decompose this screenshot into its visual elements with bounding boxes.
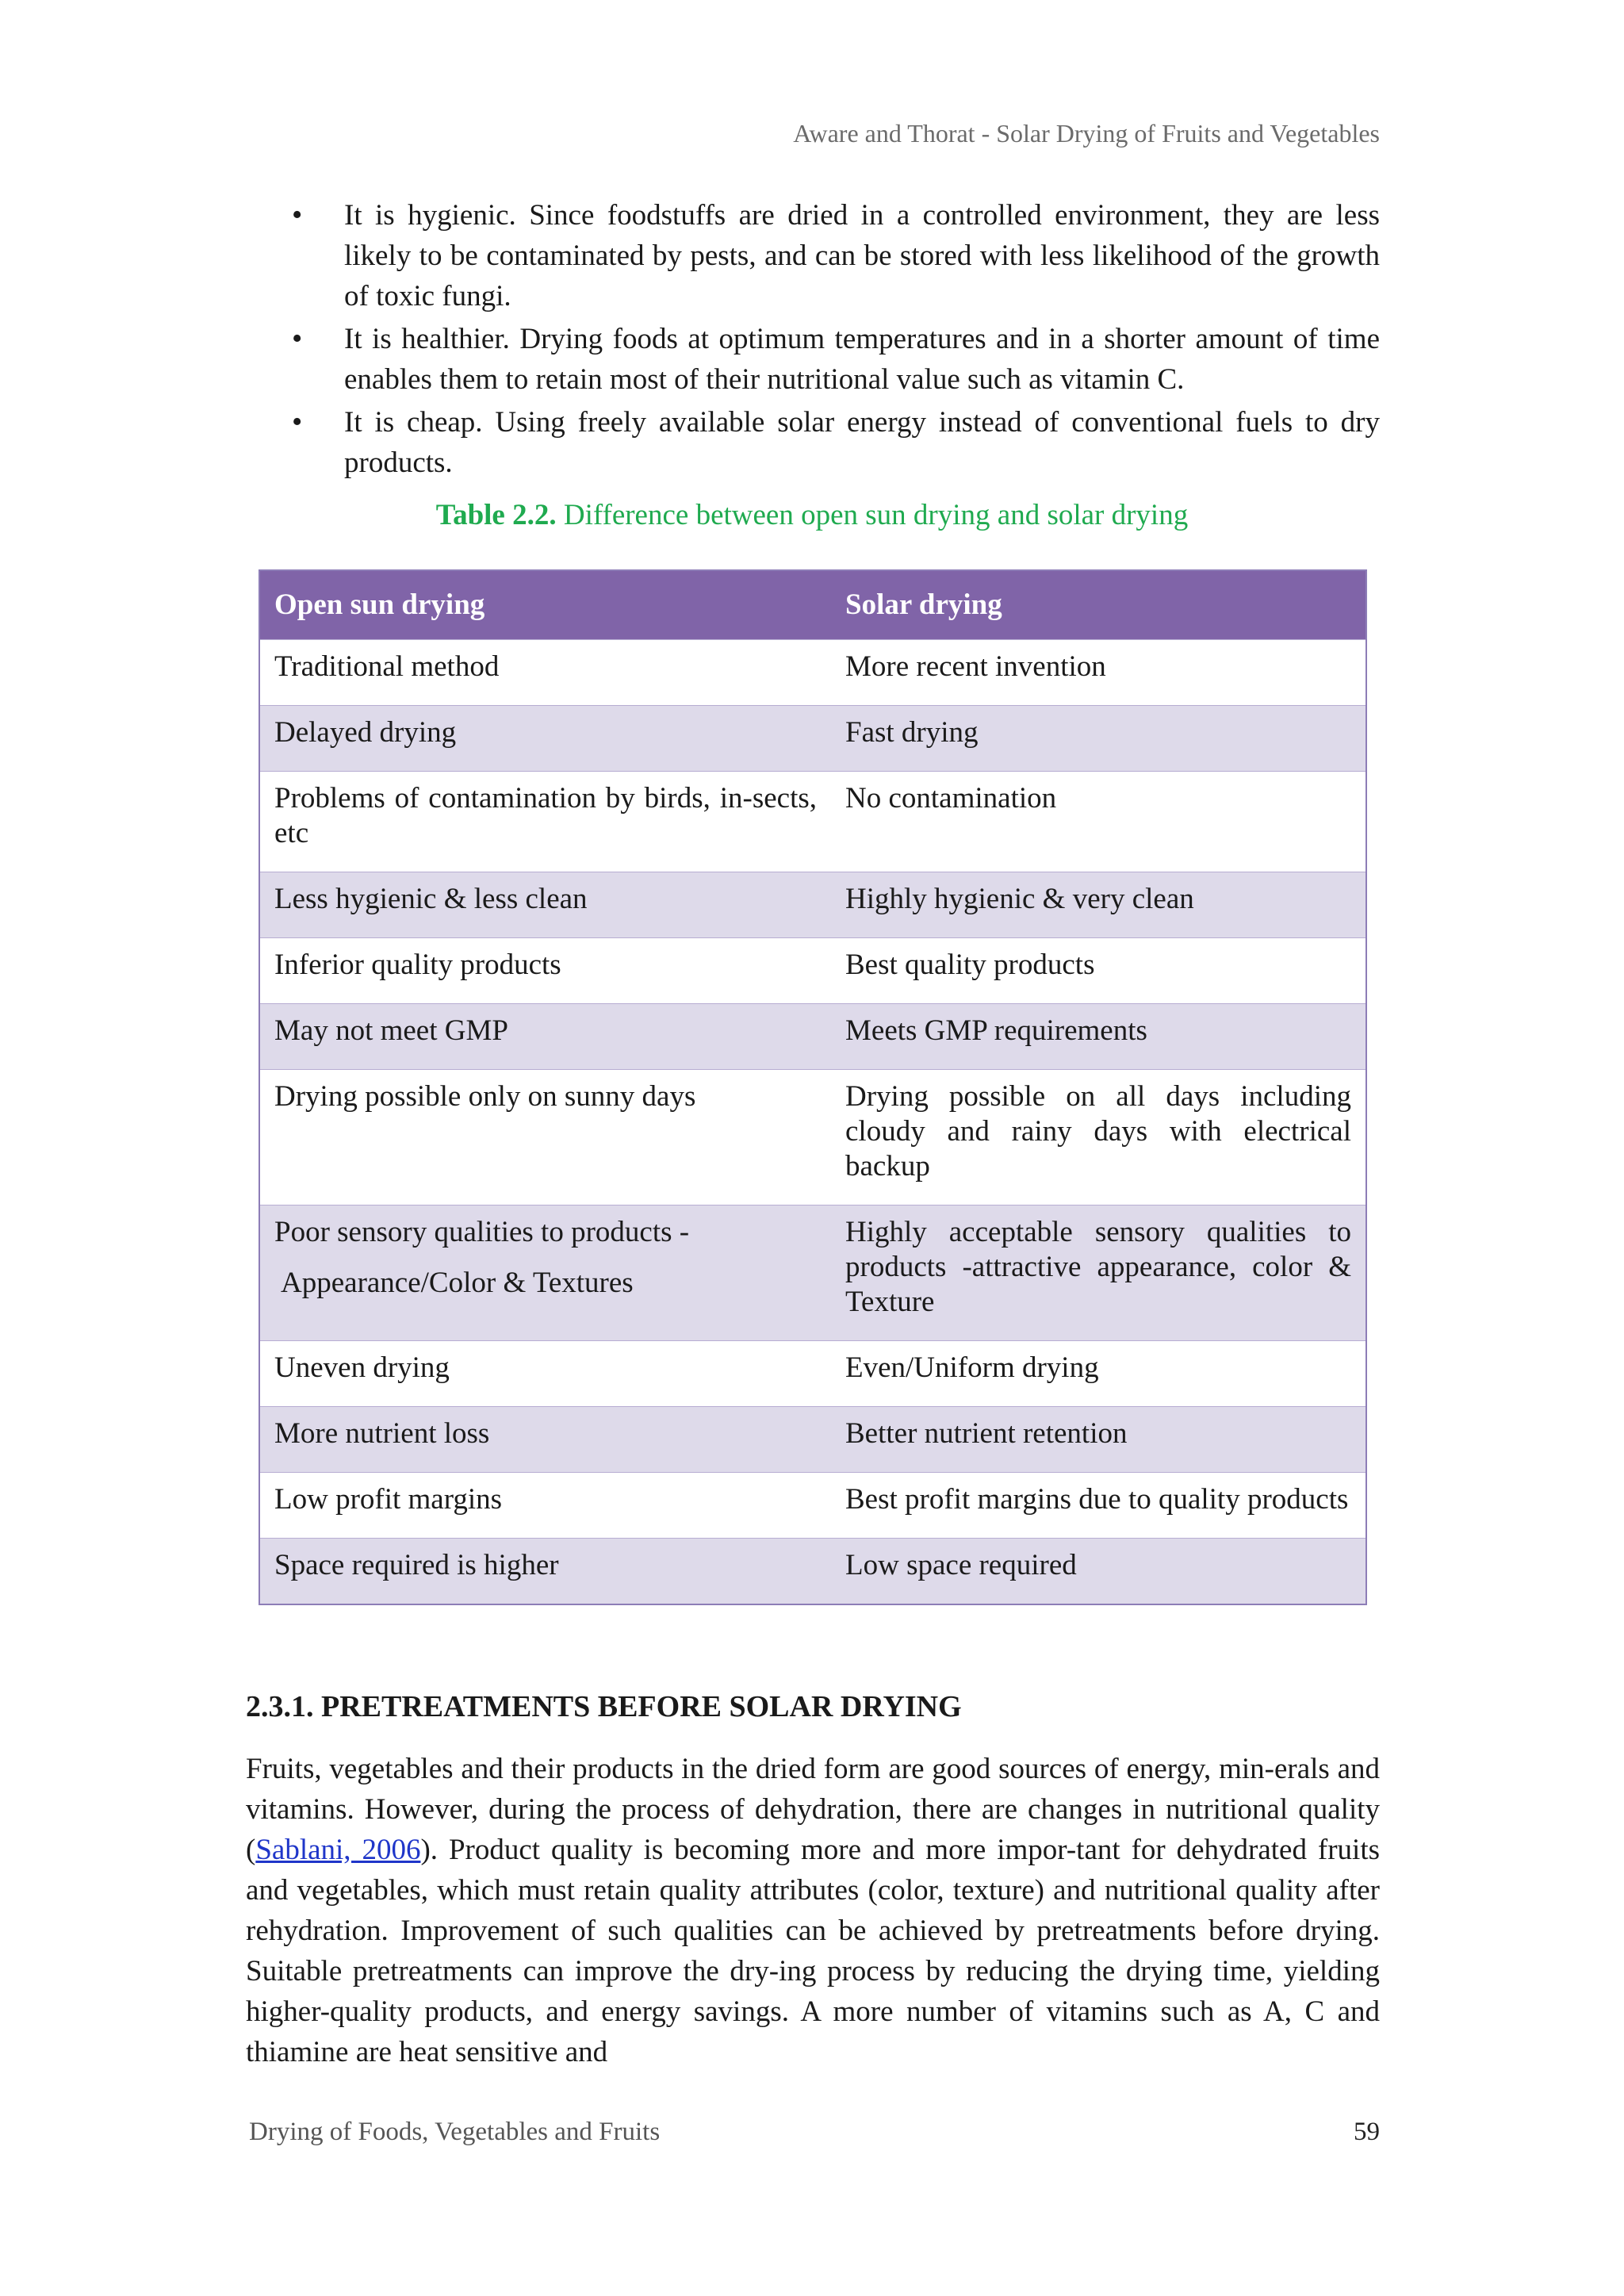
table-cell: More nutrient loss [259,1407,831,1473]
table-cell: May not meet GMP [259,1004,831,1070]
table-cell: Fast drying [831,706,1366,772]
table-row [259,872,1366,938]
bullet-item: • It is cheap. Using freely available solar energy instead of conventional fuels to dry products. [289,402,1380,483]
table-cell: Best quality products [831,938,1366,1004]
bullet-list [289,195,1380,485]
table-row [259,1004,1366,1070]
table-cell: More recent invention [831,640,1366,706]
table-cell: Low profit margins [259,1473,831,1539]
body-paragraph [246,1749,1380,2072]
table-cell: Meets GMP requirements [831,1004,1366,1070]
table-cell: Problems of contamination by birds, in-sects, etc [259,772,831,872]
table-cell: Drying possible on all days including cloudy and rainy days with electrical backup [831,1070,1366,1205]
bullet-item: • It is hygienic. Since foodstuffs are dried in a controlled environment, they are less likely to be contaminated by pests, and can be stored with less likelihood of the growth of toxic fungi. [289,195,1380,316]
table-row [259,1341,1366,1407]
table-caption-label: Table 2.2. [435,499,557,531]
table-row [259,938,1366,1004]
table-row [259,1407,1366,1473]
paragraph-text: Fruits, vegetables and their products in the dried form are good sources of energy, min-erals and vitamins. However, during the process of dehydration, there are changes in nutritional quality ( [246,1753,1380,1866]
table-row [259,706,1366,772]
table-cell: Highly hygienic & very clean [831,872,1366,938]
table-cell [259,1205,831,1341]
table-row [259,1070,1366,1205]
table-row [259,1473,1366,1539]
table-row [259,640,1366,706]
paragraph-text: ). Product quality is becoming more and more impor-tant for dehydrated fruits and vegetables, which must retain quality attributes (color, texture) and nutritional quality after rehydration. Improvement of such qualities can be achieved by pretreatments before drying. Suitable pretreatments can improve the dry-ing process by reducing the drying time, yielding higher-quality products, and energy savings. A more number of vitamins such as A, C and thiamine are heat sensitive and [246,1834,1380,2068]
table-cell: Inferior quality products [259,938,831,1004]
table-cell: Drying possible only on sunny days [259,1070,831,1205]
table-cell: Best profit margins due to quality products [831,1473,1366,1539]
page-number: 59 [1354,2118,1380,2146]
table-cell: No contamination [831,772,1366,872]
table-cell-main: Poor sensory qualities to products - [274,1216,690,1248]
table-cell: Uneven drying [259,1341,831,1407]
table-row [259,1205,1366,1341]
column-header-solar: Solar drying [831,570,1366,640]
citation-link[interactable]: Sablani, 2006 [255,1834,421,1866]
table-cell: Low space required [831,1539,1366,1605]
table-cell: Less hygienic & less clean [259,872,831,938]
table-row [259,772,1366,872]
table-cell: Highly acceptable sensory qualities to products -attractive appearance, color & Texture [831,1205,1366,1341]
bullet-item: • It is healthier. Drying foods at optimum temperatures and in a shorter amount of time enables them to retain most of their nutritional value such as vitamin C. [289,319,1380,400]
section-heading: 2.3.1. PRETREATMENTS BEFORE SOLAR DRYING [246,1690,962,1723]
table-cell: Traditional method [259,640,831,706]
table-caption [0,498,1624,532]
table-row [259,1539,1366,1605]
table-cell: Space required is higher [259,1539,831,1605]
table-cell: Even/Uniform drying [831,1341,1366,1407]
comparison-table [259,569,1367,1605]
table-cell: Delayed drying [259,706,831,772]
table-cell-sub: Appearance/Color & Textures [281,1267,634,1299]
running-header: Aware and Thorat - Solar Drying of Fruits and Vegetables [793,119,1380,148]
column-header-open-sun: Open sun drying [259,570,831,640]
table-cell: Better nutrient retention [831,1407,1366,1473]
table-header-row [259,570,1366,640]
footer-book-title: Drying of Foods, Vegetables and Fruits [249,2118,661,2146]
table-caption-text: Difference between open sun drying and solar drying [563,499,1189,531]
